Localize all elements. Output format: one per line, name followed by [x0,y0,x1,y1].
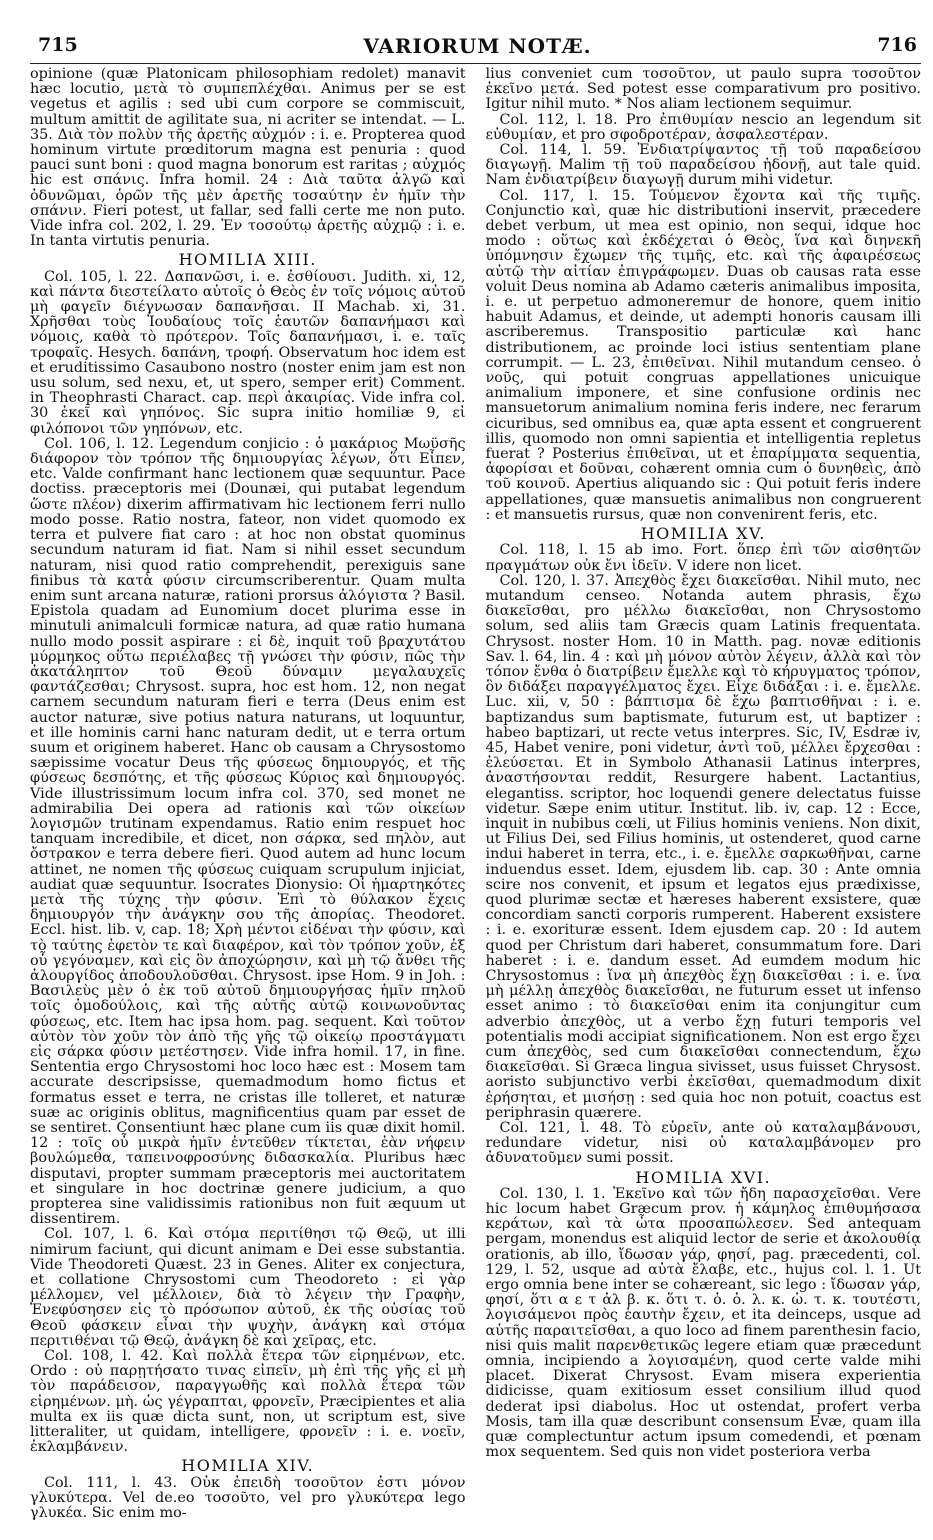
note-paragraph: Col. 118, l. 15 ab imo. Fort. ὅπερ ἐπὶ τῶν αἰσθητῶν πραγμάτων οὐκ ἔνι ἰδεῖν. V idere non licet. [485,542,921,574]
section-heading: HOMILIA XIII. [178,250,317,270]
page-number-left: 715 [38,34,78,56]
section-heading: HOMILIA XVI. [635,1167,772,1187]
right-column [486,67,922,1536]
section-heading: HOMILIA XIV. [181,1456,315,1476]
header-rule [30,63,921,64]
note-paragraph: Col. 120, l. 37. Ἀπεχθὸς ἔχει διακεῖσθαι. Nihil muto, nec mutandum censeo. Notanda autem phrasis, ἔχω διακεῖσθαι, pro μέλλω διακεῖσθαι, non Chrysostomo solum, sed aliis tam Græcis quam Latinis frequentata. Chrysost. noster Hom. 10 in Matth. pag. novæ editionis Sav. l. 64, lin. 4 : καὶ μὴ μόνον αὐτὸν λέγειν, ἀλλὰ καὶ τὸν τόπον ἔνθα ὁ διατρίβειν ἔμελλε καὶ τὸ κήρυγματος τρόπον, ὃν διδάξει παραγγέλματος ἔχει. Εἶχε διδάξαι : i. e. ἔμελλε. Luc. xii, v, 50 : βάπτισμα δὲ ἔχω βαπτισθῆναι : i. e. baptizandus sum baptismate, futurum est, ut baptizer : habeo baptizari, ut recte vetus interpres. Sic, IV, Esdræ iv, 45, Habet venire, poni videtur, ἀντὶ τοῦ, μέλλει ἔρχεσθαι : ἐλεύσεται. Et in Symbolo Athanasii Latinus interpres, ἀναστήσονται reddit, Resurgere habent. Lactantius, elegantiss. scriptor, hoc loquendi genere delectatus fuisse videtur. Sæpe enim utitur. Institut. lib. iv, cap. 12 : Ecce, inquit in nubibus cœli, ut Filius hominis veniens. Non dixit, ut Filius Dei, sed Filius hominis, ut ostenderet, quod carne indui haberet in terra, etc., i. e. ἔμελλε σαρκωθῆναι, carne induendus esset. Idem, ejusdem lib. cap. 30 : Ante omnia scire nos convenit, et ipsum et legatos ejus prædixisse, quod plurimæ sectæ et hæreses haberent exsistere, quæ concordiam sancti corporis rumperent. Haberent exsistere : i. e. exorituræ essent. Idem ejusdem cap. 20 : Id autem quod per Christum dari haberet, consummatum fore. Dari haberet : i. e. dandum esset. Ad eumdem modum hic Chrysostomus : ἵνα μὴ ἀπεχθὸς ἔχῃ διακεῖσθαι : i. e. ἵνα μὴ μέλλῃ ἀπεχθὸς διακεῖσθαι, ne futurum esset ut infenso esset animo : τὸ διακεῖσθαι enim ita conjungitur cum adverbio ἀπεχθὸς, ut a verbo ἔχῃ futuri temporis vel potentialis modi accipiat significationem. Non est ergo ἔχει cum ἀπεχθὸς, sed cum διακεῖσθαι connectendum, ἔχω διακεῖσθαι. Si Græca lingua sivisset, usus fuisset Chrysost. aoristo subjunctivo verbi ἐκεῖσθαι, quemadmodum dixit ἐρήσηται, et μισήσῃ : sed quia hoc non potuit, coactus est periphrasin quærere. [485,572,921,1121]
note-paragraph: Col. 114, l. 59. Ἐνδιατρίψαντος τῇ τοῦ παραδείσου διαγωγῇ. Malim τῇ τοῦ παραδείσου ἡδονῇ, aut tale quid. Nam ἐνδιατρίβειν διαγωγῇ durum mihi videtur. [485,142,921,189]
page-number-right: 716 [877,34,917,56]
note-paragraph: Col. 121, l. 48. Τὸ εὑρεῖν, ante οὐ καταλαμβάνουσι, redundare videtur, nisi οὐ καταλαμβάνομεν pro ἀδυνατοῦμεν sumi possit. [485,1120,921,1167]
running-header [38,34,917,64]
note-paragraph: Col. 111, l. 43. Οὐκ ἐπειδὴ τοσοῦτον ἐστι μόνον γλυκύτερα. Vel de.eo τοσοῦτο, vel pro γλυκύτερα lego γλυκέα. Sic enim mo- [30,1474,466,1522]
note-paragraph: Col. 130, l. 1. Ἐκεῖνο καὶ τῶν ἤδη παρασχεῖσθαι. Vere hic locum habet Græcum prov. ἡ κάμηλος ἐπιθυμήσασα κεράτων, καὶ τὰ ὦτα προσαπώλεσεν. Sed antequam pergam, monendus est aliquid lector de serie et ἀκολουθίᾳ orationis, ab illo, ἴδωσαν γάρ, φησί, pag. præcedenti, col. 129, l. 52, usque ad αὐτὰ ἔλαβε, etc., hujus col. l. 1. Ut ergo omnia bene inter se cohæreant, sic lego : ἴδωσαν γάρ, φησί, ὅτι α ε τ ἀλ β. κ. ὅτι τ. ὁ. ὀ. λ. κ. ὡ. τ. κ. τουτέστι, λογισάμενοι πρὸς ἑαυτὴν ἔχειν, et ita deinceps, usque ad αὐτῆς παραιτεῖσθαι, a quo loco ad finem parenthesin facio, nisi quis malit παρενθετικῶς legere etiam quæ præcedunt omnia, incipiendo a λογισαμένη, quod certe valde mihi placet. Dixerat Chrysost. Evam misera experientia didicisse, quam exitiosum esset consilium illud quod dederat ipsi diabolus. Hoc ut ostendat, profert verba Mosis, tam illa quæ describunt consensum Evæ, quam illa quæ complectuntur actum ipsum comedendi, et pœnam mox sequentem. Sed quis non videt posteriora verba [485,1185,921,1461]
note-paragraph: opinione (quæ Platonicam philosophiam redolet) manavit hæc locutio, μετὰ τὸ συμπεπλέχθαι. Animus per se est vegetus et agilis : sed ubi cum corpore se commiscuit, multum amittit de agilitate sua, ni acriter se intendat. — L. 35. Διὰ τὸν πολὺν τῆς ἀρετῆς αὐχμόν : i. e. Propterea quod hominum virtute prœditorum magna est penuria : quod pauci sunt boni : quod magna bonorum est raritas ; αὐχμός hic est σπάνις. Infra homil. 24 : Διὰ ταῦτα ἀλγῶ καὶ ὀδυνῶμαι, ὁρῶν τῆς μὲν ἀρετῆς τοσαύτην ἐν ἡμῖν τὴν σπάνιν. Fieri potest, ut fallar, sed falli certe me non puto. Vide infra col. 202, l. 29. Ἐν τοσούτῳ ἀρετῆς αὐχμῷ : i. e. In tanta virtutis penuria. [30,67,466,250]
note-paragraph: lius conveniet cum τοσοῦτον, ut paulo supra τοσοῦτον ἐκεῖνο μετά. Sed potest esse comparativum pro positivo. Igitur nihil muto. * Nos aliam lectionem sequimur. [485,67,921,113]
note-paragraph: Col. 107, l. 6. Καὶ στόμα περιτίθησι τῷ Θεῷ, ut illi nimirum faciunt, qui dicunt animam e Dei esse substantia. Vide Theodoreti Quæst. 23 in Genes. Aliter ex conjectura, et collatione Chrysostomi cum Theodoreto : εἰ γὰρ μέλλομεν, vel μέλλοιεν, διὰ τὸ λέγειν τὴν Γραφὴν, Ἐνεφύσησεν εἰς τὸ πρόσωπον αὐτοῦ, ἐκ τῆς οὐσίας τοῦ Θεοῦ φάσκειν εἶναι τὴν ψυχὴν, ἀνάγκη καὶ στόμα περιτιθέναι τῷ Θεῷ, ἀνάγκη δὲ καὶ χεῖρας, etc. [30,1226,466,1349]
section-heading: HOMILIA XV. [640,524,766,544]
note-paragraph: Col. 106, l. 12. Legendum conjicio : ὁ μακάριος Μωϋσῆς διάφορον τὸν τρόπον τῆς δημιουργίας λέγων, ὅτι Εἶπεν, etc. Valde confirmant hanc lectionem quæ sequuntur. Pace doctiss. præceptoris mei (Dounæi, qui putabat legendum ὥστε πλέον) dixerim affirmativam hic lectionem ferri nullo modo posse. Ratio nostra, fateor, non videt quomodo ex terra et pulvere fiat caro : at hoc non obstat quominus secundum naturam id fiat. Nam si nihil esset secundum naturam, nisi quod ratio comprehendit, perexiguis sane finibus τὰ κατὰ φύσιν circumscriberentur. Quam multa enim sunt arcana naturæ, rationi prorsus ἀλόγιστα ? Basil. Epistola quadam ad Eunomium docet plurima esse in minutuli animalculi formicæ natura, ad quæ ratio humana nullo modo possit aspirare : εἰ δὲ, inquit τοῦ βραχυτάτου μύρμηκος οὕτω περιέλαβες τῇ γνώσει τὴν φύσιν, πῶς τὴν ἀκατάληπτον τοῦ Θεοῦ δύναμιν μεγαλαυχεῖς φαντάζεσθαι; Chrysost. supra, hoc est hom. 12, non negat carnem secundum naturam fieri e terra (Deus enim est auctor naturæ, sive potius natura naturans, ut loquuntur, et ille hominis carni hanc naturam dedit, ut e terra ortum suum et originem haberet. Hanc ob causam a Chrysostomo sæpissime vocatur Deus τῆς φύσεως δημιουργός, et τῆς φύσεως δεσπότης, et τῆς φύσεως Κύριος καὶ δημιουργός. Vide illustrissimum locum infra col. 370, sed monet ne admirabilia Dei opera ad rationis καὶ τῶν οἰκείων λογισμῶν trutinam expendamus. Ratio enim respuet hoc tanquam incredibile, et dicet, non σάρκα, sed πηλὸν, aut ὄστρακον e terra debere fieri. Quod autem ad hunc locum attinet, ne nomen τῆς φύσεως cuiquam scrupulum injiciat, audiat quæ sequuntur. Isocrates Dionysio: Οἱ ἡμαρτηκότες μετὰ τῆς τύχης τὴν φύσιν. Ἐπὶ τὸ θύλακον ἔχεις δημιουργόν τὴν ἀνάγκην σου τῆς ἀπορίας. Theodoret. Eccl. hist. lib. v, cap. 18; Χρὴ μέντοι εἰδέναι τὴν φύσιν, καὶ τὸ ταύτης ἐφετὸν τε καὶ διαφέρον, καὶ τὸν τρόπον χοῦν, ἐξ οὗ γεγόναμεν, καὶ εἰς ὃν ἀποχώρησιν, καὶ μὴ τῷ ἄνθει τῆς ἀλουργίδος ἀποδουλοῦσθαι. Chrysost. ipse Hom. 9 in Joh. : Βασιλεὺς μὲν ὁ ἐκ τοῦ αὐτοῦ δημιουργήσας ἡμῖν πηλοῦ τοῖς ὁμοδούλοις, καὶ τῆς αὐτῆς αὐτῷ κοινωνοῦντας φύσεως, etc. Item hac ipsa hom. pag. sequent. Καὶ τοῦτον αὐτὸν τὸν χοῦν τὸν ἀπὸ τῆς γῆς τῷ οἰκείῳ προστάγματι εἰς σάρκα φύσιν μετέστησεν. Vide infra homil. 17, in fine. Sententia ergo Chrysostomi hoc loco hæc est : Mosem tam accurate descripsisse, quemadmodum homo fictus et formatus esset e terra, ne cristas ille tolleret, et naturæ suæ ac originis oblitus, magnificentius quam par esset de se sentiret. Consentiunt hæc plane cum iis quæ dixit homil. 12 : τοῖς οὖ μικρὰ ἡμῖν ἐντεῦθεν τίκτεται, ἐὰν νήφειν βουλώμεθα, ταπεινοφροσύνης διδασκαλία. Pluribus hæc disputavi, propter summam præceptoris mei auctoritatem et singulare in hoc doctrinæ genere judicium, a quo propterea sine validissimis rationibus non fuit æquum ut dissentirem. [30,435,466,1228]
note-paragraph: Col. 105, l. 22. Δαπανῶσι, i. e. ἐσθίουσι. Judith. xi, 12, καὶ πάντα διεστείλατο αὐτοῖς ὁ Θεὸς ἐν τοῖς νόμοις αὐτοῦ μὴ φαγεῖν διέγνωσαν δαπανῆσαι. II Machab. xi, 31. Χρῆσθαι τοὺς Ἰουδαίους τοῖς ἑαυτῶν δαπανήμασι καὶ νόμοις, καθὰ τὸ πρότερον. Τοῖς δαπανήμασι, i. e. ταῖς τροφαῖς. Hesych. δαπάνη, τροφή. Observatum hoc idem est et eruditissimo Casaubono nostro (noster enim jam est non usu solum, sed nexu, et, ut spero, semper erit) Comment. in Theophrasti Charact. cap. περὶ ἀκαιρίας. Vide infra col. 30 ἐκεῖ καὶ γηπόνος. Sic supra initio homiliæ 9, εἰ φιλόπονοι τῶν γηπόνων, etc. [30,268,466,437]
note-paragraph: Col. 117, l. 15. Τούμενον ἔχοντα καὶ τῆς τιμῆς. Conjunctio καὶ, quæ hic distributioni inservit, præcedere debet verbum, ut mea est opinio, non sequi, idque hoc modo : οὕτως καὶ ἐκδέχεται ὁ Θεὸς, ἵνα καὶ διηνεκῆ ὑπόμνησιν ἔχωμεν τῆς τιμῆς, etc. καὶ τῆς ἀφαιρέσεως αὐτῷ τὴν αἰτίαν ἐπιγράφωμεν. Duas ob causas rata esse voluit Deus nomina ab Adamo cæteris animalibus imposita, i. e. ut perpetuo admoneremur de honore, quem initio habuit Adamus, et deinde, ut adempti honoris causam illi ascriberemus. Transpositio particulæ καὶ hanc distributionem, ac proinde loci istius sententiam plane corrumpit. — L. 23, ἐπιθεῖναι. Nihil mutandum censeo. ὁ νοῦς, qui potuit congruas appellationes unicuique animalium imponere, et sine confusione ordinis nec mansuetorum animalium nomina feris indere, nec ferarum cicuribus, sed omnibus ea, quæ apta essent et congruerent illis, quomodo non omni sapientia et intelligentia repletus fuerat ? Posterius ἐπιθεῖναι, ut et ἐπαρίμματα sequentia, ἀφορίσαι et δοῦναι, cohærent omnia cum ὁ δυνηθεὶς, ἀπὸ τοῦ κοινοῦ. Apertius aliquando sic : Qui potuit feris indere appellationes, quæ mansuetis animalibus non congruerent : et mansuetis rursus, quæ non convenirent feris, etc. [485,187,921,523]
columns [30,67,921,1536]
note-paragraph: Col. 112, l. 18. Pro ἐπιθυμίαν nescio an legendum sit εὐθυμίαν, et pro σφοδροτέραν, ἀσφαλεστέραν. [485,111,921,143]
note-paragraph: Col. 108, l. 42. Καὶ πολλὰ ἕτερα τῶν εἰρημένων, etc. Ordo : οὐ παρῃτήσατο τινας εἰπεῖν, μὴ ἐπὶ τῆς γῆς εἰ μὴ τὸν παράδεισον, παραγγωθῆς καὶ πολλὰ ἕτερα τῶν εἰρημένων. μὴ. ὡς γέγραπται, φρονεῖν, Præcipientes et alia multa ex iis quæ dicta sunt, non, ut scriptum est, sive litteraliter, ut quidam, intelligere, φρονεῖν : i. e. νοεῖν, ἐκλαμβάνειν. [30,1348,466,1456]
running-title: VARIORUM NOTÆ. [363,34,592,58]
left-column [30,67,466,1536]
